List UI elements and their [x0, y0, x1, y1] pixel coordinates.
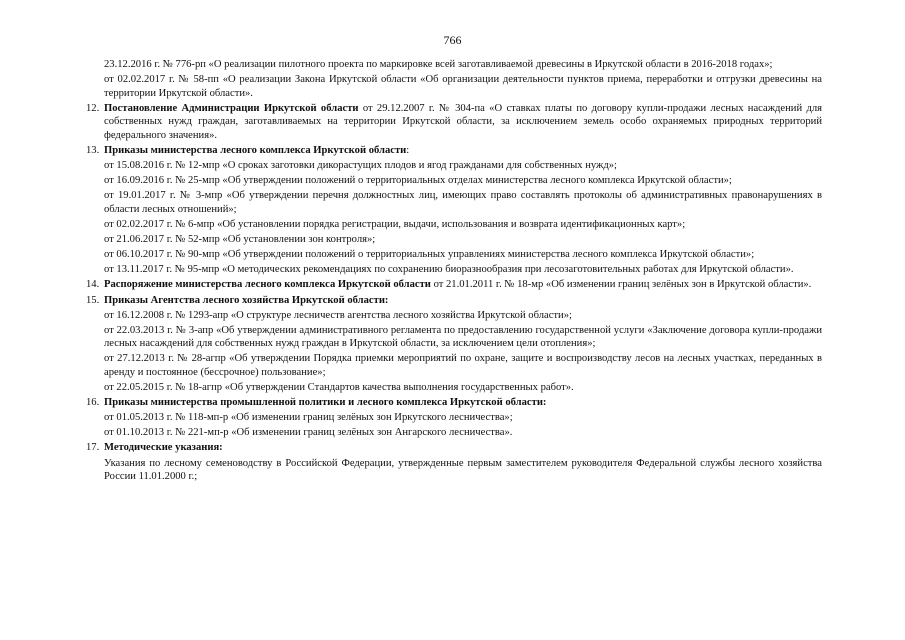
- entry-13-4: от 02.02.2017 г. № 6-мпр «Об установлении порядка регистрации, выдачи, использования и возврата идентификационных карт»;: [104, 219, 686, 231]
- entry-15-2: от 22.03.2013 г. № 3-апр «Об утверждении административного регламента по предоставлению государственной услуги «Заключение договора купли-продажи лесных насаждений для собственных нужд граждан в Иркутской области, за исключением цели отопления»;: [104, 324, 822, 350]
- item-heading: Приказы министерства лесного комплекса Иркутской области: [104, 145, 407, 157]
- item-body: [104, 102, 822, 143]
- document-body: [86, 58, 822, 485]
- list-item-14: [86, 278, 822, 292]
- item-number: 13.: [86, 145, 100, 157]
- item-number: 15.: [86, 294, 100, 306]
- item-heading-suffix: :: [406, 145, 410, 157]
- item-body: [104, 278, 822, 292]
- item-heading: Методические указания:: [104, 442, 223, 454]
- list-item-13: [86, 144, 822, 158]
- entry-15-1: от 16.12.2008 г. № 1293-апр «О структуре лесничеств агентства лесного хозяйства Иркутской области»;: [104, 309, 572, 321]
- entry-15-3: от 27.12.2013 г. № 28-агпр «Об утверждении Порядка приемки мероприятий по охране, защите и воспроизводству лесов на лесных участках, переданных в аренду и постоянное (бессрочное) пользование»;: [104, 353, 822, 378]
- item-text: от 29.12.2007 г. № 304-па «О ставках платы по договору купли-продажи лесных насаждений для собственных нужд граждан, заготавливаемых на территории Иркутской области, за исключением земель особо охраняемых природных территорий федерального значения».: [104, 102, 822, 141]
- item-text: от 21.01.2011 г. № 18-мр «Об изменении границ зелёных зон в Иркутской области».: [430, 279, 812, 291]
- item-number: 17.: [86, 442, 100, 454]
- item-number: 12.: [86, 102, 100, 114]
- entry-13-3: от 19.01.2017 г. № 3-мпр «Об утверждении перечня должностных лиц, имеющих право составлять протоколы об административных правонарушениях в области лесных отношений»;: [104, 190, 822, 215]
- entry-17-1: Указания по лесному семеноводству в Российской Федерации, утвержденные первым заместителем руководителя Федеральной службы лесного хозяйства России 11.01.2000 г.;: [104, 457, 822, 483]
- page-number: 766: [443, 33, 462, 47]
- entry-16-1: от 01.05.2013 г. № 118-мп-р «Об изменении границ зелёных зон Иркутского лесничества»;: [104, 412, 513, 424]
- paragraph-776-rp: 23.12.2016 г. № 776-рп «О реализации пилотного проекта по маркировке всей заготавливаемой древесины в Иркутской области в 2016-2018 годах»;: [104, 59, 773, 70]
- entry-13-2: от 16.09.2016 г. № 25-мпр «Об утверждении положений о территориальных отделах министерства лесного комплекса Иркутской области»;: [104, 175, 732, 187]
- list-item-12: [86, 102, 822, 143]
- item-body: [104, 144, 822, 158]
- entry-13-5: от 21.06.2017 г. № 52-мпр «Об установлении зон контроля»;: [104, 234, 376, 246]
- list-item-16: [86, 396, 822, 410]
- item-number: 14.: [86, 279, 100, 291]
- item-number: 16.: [86, 397, 100, 409]
- entry-13-7: от 13.11.2017 г. № 95-мпр «О методических рекомендациях по сохранению биоразнообразия при лесозаготовительных работах для Иркутской области».: [104, 264, 794, 276]
- entry-16-2: от 01.10.2013 г. № 221-мп-р «Об изменении границ зелёных зон Ангарского лесничества».: [104, 427, 513, 439]
- entry-13-1: от 15.08.2016 г. № 12-мпр «О сроках заготовки дикорастущих плодов и ягод гражданами для собственных нужд»;: [104, 160, 617, 172]
- list-item-15: [86, 294, 822, 308]
- item-heading: Приказы министерства промышленной политики и лесного комплекса Иркутской области:: [104, 397, 547, 409]
- item-heading: Постановление Администрации Иркутской области: [104, 102, 359, 114]
- item-heading: Приказы Агентства лесного хозяйства Иркутской области:: [104, 294, 389, 306]
- list-item-17: [86, 441, 822, 455]
- entry-15-4: от 22.05.2015 г. № 18-агпр «Об утверждении Стандартов качества выполнения государственных работ».: [104, 382, 574, 394]
- entry-13-6: от 06.10.2017 г. № 90-мпр «Об утверждении положений о территориальных управлениях министерства лесного комплекса Иркутской области»;: [104, 249, 755, 261]
- paragraph-58-pp: от 02.02.2017 г. № 58-пп «О реализации Закона Иркутской области «Об организации деятельности пунктов приема, переработки и отгрузки древесины на территории Иркутской области».: [104, 74, 822, 99]
- item-heading: Распоряжение министерства лесного комплекса Иркутской области: [104, 279, 431, 291]
